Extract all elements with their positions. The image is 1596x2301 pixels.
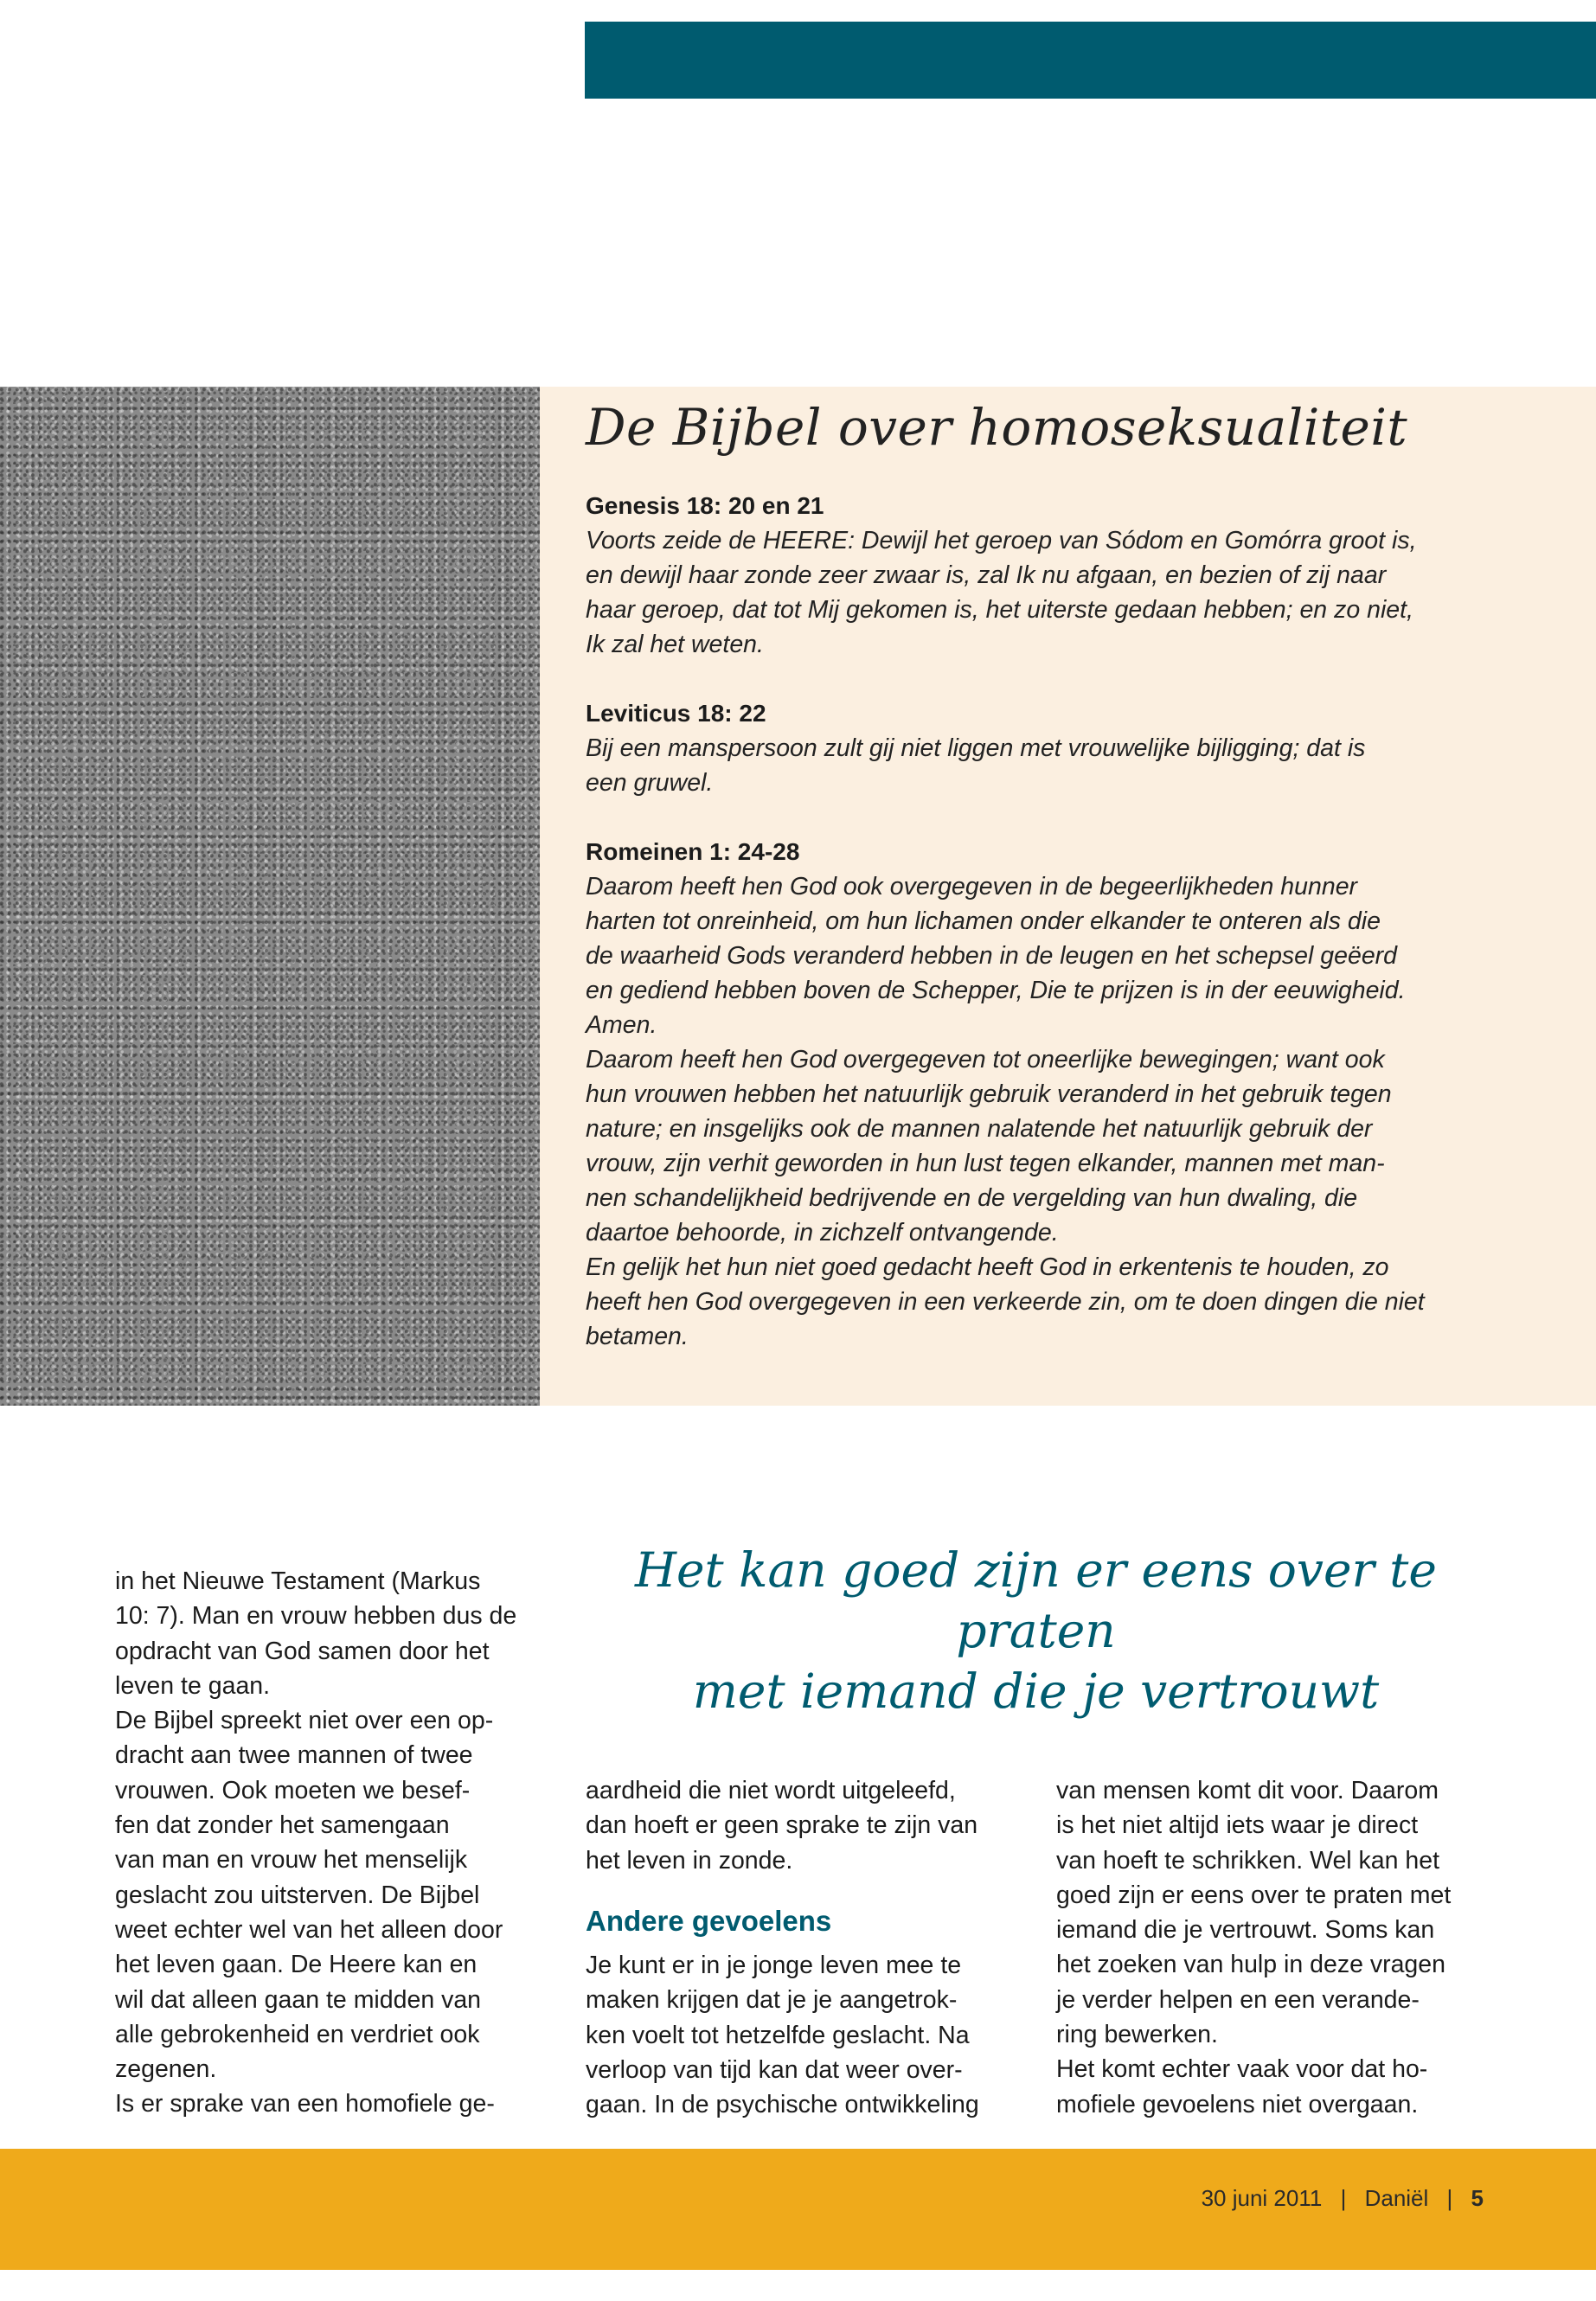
footer-separator: | [1446,2185,1453,2211]
verse-leviticus [586,696,1503,800]
page-number: 5 [1471,2185,1484,2211]
footer-publication: Daniël [1364,2185,1429,2211]
top-header-bar [585,22,1596,99]
verse-list [586,489,1503,1388]
verse-reference: Genesis 18: 20 en 21 [586,492,824,519]
footer-info [1202,2185,1484,2212]
pull-quote: Het kan goed zijn er eens over te praten met iemand die je vertrouwt [635,1542,1437,1719]
article-column-2-top: aardheid die niet wordt uitgeleefd, dan hoeft er geen sprake te zijn van het leven in zonde. [586,1777,978,1875]
verse-reference: Romeinen 1: 24-28 [586,838,800,865]
verse-reference: Leviticus 18: 22 [586,700,766,727]
verse-text: Daarom heeft hen God ook overgegeven in de begeerlijkheden hunner harten tot onreinheid, om hun lichamen onder elkander te onteren als die de waarheid Gods veranderd hebben in de leugen en het schepsel geëerd en gediend hebben boven de Schepper, Die te prijzen is in der eeuwigheid. Amen. Daarom heeft hen God overgegeven tot oneerlijke bewegingen; want ook hun vrouwen hebben het natuurlijk gebruik veranderd in het gebruik tegen nature; en insgelijks ook de mannen nalatende het natuurlijk gebruik der vrouw, zijn verhit geworden in hun lust tegen elkander, mannen met man- nen schandelijkheid bedrijvende en de vergelding van hun dwaling, die daartoe behoorde, in zichzelf ontvangende. En gelijk het hun niet goed gedacht heeft God in erkentenis te houden, zo heeft hen God overgegeven in een verkeerde zin, om te doen dingen die niet betamen. [586,873,1425,1350]
verse-romeinen [586,835,1503,1354]
article-column-2-bottom: Je kunt er in je jonge leven mee te maken krijgen dat je je aangetrok- ken voelt tot hetzelfde geslacht. Na verloop van tijd kan dat weer over- gaan. In de psychische ontwikkeling [586,1952,979,2119]
footer-separator: | [1340,2185,1347,2211]
verse-text: Voorts zeide de HEERE: Dewijl het geroep van Sódom en Gomórra groot is, en dewijl haar zonde zeer zwaar is, zal Ik nu afgaan, en bezien of zij naar haar geroep, dat tot Mij gekomen is, het uiterste gedaan hebben; en zo niet, Ik zal het weten. [586,527,1417,658]
verse-text: Bij een manspersoon zult gij niet liggen met vrouwelijke bijligging; dat is een gruwel. [586,734,1366,797]
article-column-1: in het Nieuwe Testament (Markus 10: 7). Man en vrouw hebben dus de opdracht van God samen door het leven te gaan. De Bijbel spreekt niet over een op- dracht aan twee mannen of twee vrouwen. Ook moeten we besef- fen dat zonder het samengaan van man en vrouw het menselijk geslacht zou uitsterven. De Bijbel weet echter wel van het alleen door het leven gaan. De Heere kan en wil dat alleen gaan te midden van alle gebrokenheid en verdriet ook zegenen. Is er sprake van een homofiele ge- [115,1567,517,2118]
article-column-3: van mensen komt dit voor. Daarom is het niet altijd iets waar je direct van hoeft te schrikken. Wel kan het goed zijn er eens over te praten met iemand die je vertrouwt. Soms kan het zoeken van hulp in deze vragen je verder helpen en een verande- ring bewerken. Het komt echter vaak voor dat ho- mofiele gevoelens niet overgaan. [1056,1777,1452,2118]
section-heading: Andere gevoelens [586,1905,832,1937]
textured-stone-image [0,387,540,1406]
verse-genesis [586,489,1503,662]
footer-date: 30 juni 2011 [1201,2185,1323,2211]
panel-title: De Bijbel over homoseksualiteit [586,398,1408,457]
